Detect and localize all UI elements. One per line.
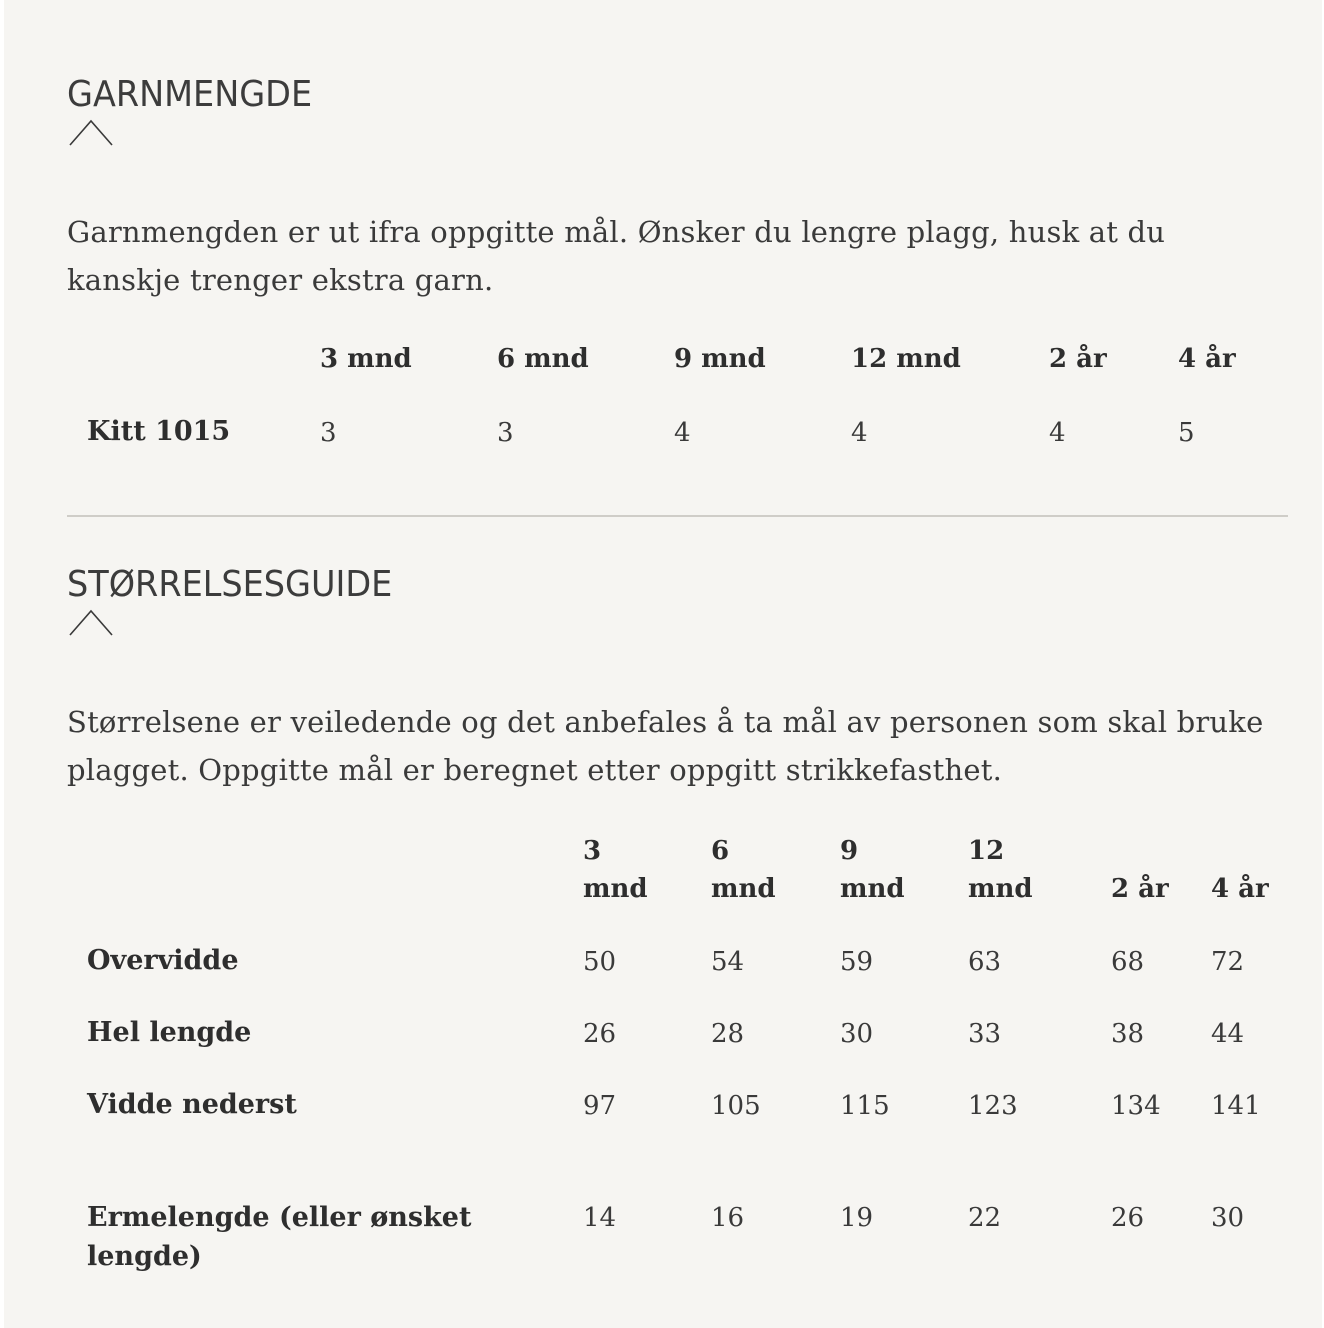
yarn-cell: 5 bbox=[1178, 418, 1195, 448]
size-row-label: Vidde nederst bbox=[87, 1089, 297, 1120]
chevron-up-icon bbox=[68, 607, 114, 637]
size-cell: 30 bbox=[1211, 1203, 1245, 1233]
yarn-section-title: GARNMENGDE bbox=[67, 74, 313, 115]
size-cell: 30 bbox=[840, 1019, 874, 1049]
size-cell: 22 bbox=[968, 1203, 1002, 1233]
yarn-cell: 3 bbox=[320, 418, 337, 448]
size-cell: 54 bbox=[711, 947, 745, 977]
yarn-cell: 3 bbox=[497, 418, 514, 448]
size-row-label: Overvidde bbox=[87, 945, 239, 976]
size-col-header: 2 år bbox=[1111, 874, 1169, 904]
size-col-header: 12 mnd bbox=[968, 836, 1033, 904]
size-cell: 68 bbox=[1111, 947, 1145, 977]
size-cell: 14 bbox=[583, 1203, 617, 1233]
size-cell: 134 bbox=[1111, 1091, 1161, 1121]
yarn-cell: 4 bbox=[674, 418, 691, 448]
size-row-label: Hel lengde bbox=[87, 1017, 252, 1048]
size-cell: 63 bbox=[968, 947, 1002, 977]
size-cell: 26 bbox=[1111, 1203, 1145, 1233]
size-intro-text: Størrelsene er veiledende og det anbefales å ta mål av personen som skal bruke plagget. Oppgitte mål er beregnet etter oppgitt strikkefasthet. bbox=[67, 705, 1264, 787]
size-cell: 16 bbox=[711, 1203, 745, 1233]
size-cell: 19 bbox=[840, 1203, 874, 1233]
chevron-up-icon bbox=[68, 117, 114, 147]
size-cell: 59 bbox=[840, 947, 874, 977]
size-cell: 38 bbox=[1111, 1019, 1145, 1049]
size-cell: 105 bbox=[711, 1091, 761, 1121]
yarn-section-toggle[interactable] bbox=[68, 117, 114, 147]
yarn-col-header: 9 mnd bbox=[674, 344, 766, 374]
size-cell: 28 bbox=[711, 1019, 745, 1049]
size-col-header: 4 år bbox=[1211, 874, 1269, 904]
size-cell: 33 bbox=[968, 1019, 1002, 1049]
size-section-toggle[interactable] bbox=[68, 607, 114, 637]
content-panel bbox=[4, 0, 1322, 1328]
yarn-col-header: 6 mnd bbox=[497, 344, 589, 374]
size-col-header: 9 mnd bbox=[840, 836, 905, 904]
yarn-intro-text: Garnmengden er ut ifra oppgitte mål. Ønsker du lengre plagg, husk at du kanskje trenger ekstra garn. bbox=[67, 215, 1166, 297]
yarn-cell: 4 bbox=[851, 418, 868, 448]
size-row-label: Ermelengde (eller ønsket lengde) bbox=[87, 1202, 472, 1272]
size-cell: 44 bbox=[1211, 1019, 1245, 1049]
yarn-col-header: 4 år bbox=[1178, 344, 1236, 374]
yarn-col-header: 12 mnd bbox=[851, 344, 961, 374]
yarn-cell: 4 bbox=[1049, 418, 1066, 448]
size-cell: 123 bbox=[968, 1091, 1018, 1121]
size-col-header: 3 mnd bbox=[583, 836, 648, 904]
size-section-title: STØRRELSESGUIDE bbox=[67, 564, 393, 605]
yarn-row-label: Kitt 1015 bbox=[87, 416, 231, 447]
yarn-col-header: 3 mnd bbox=[320, 344, 412, 374]
size-cell: 115 bbox=[840, 1091, 890, 1121]
size-cell: 141 bbox=[1211, 1091, 1261, 1121]
size-cell: 72 bbox=[1211, 947, 1245, 977]
size-cell: 50 bbox=[583, 947, 617, 977]
section-divider bbox=[67, 515, 1288, 517]
yarn-col-header: 2 år bbox=[1049, 344, 1107, 374]
size-cell: 26 bbox=[583, 1019, 617, 1049]
size-cell: 97 bbox=[583, 1091, 617, 1121]
size-col-header: 6 mnd bbox=[711, 836, 776, 904]
